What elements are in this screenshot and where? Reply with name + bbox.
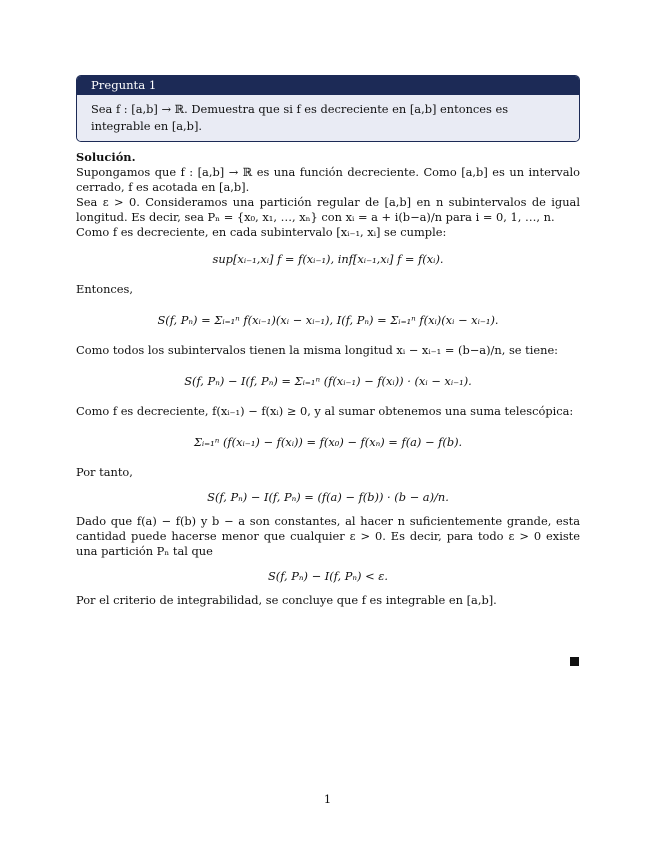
solution-paragraph-6: Como f es decreciente, f(xᵢ₋₁) − f(xᵢ) ≥ 0, y al sumar obtenemos una suma telescópica: xyxy=(76,404,574,418)
equation-upper-lower-sums: S(f, Pₙ) = Σᵢ₌₁ⁿ f(xᵢ₋₁)(xᵢ − xᵢ₋₁), I(f, Pₙ) = Σᵢ₌₁ⁿ f(xᵢ)(xᵢ − xᵢ₋₁). xyxy=(157,313,499,327)
solution-heading: Solución. xyxy=(76,150,136,164)
solution-paragraph-5: Como todos los subintervalos tienen la misma longitud xᵢ − xᵢ₋₁ = (b−a)/n, se tiene: xyxy=(76,343,559,357)
page-number: 1 xyxy=(323,792,332,806)
question-title: Pregunta 1 xyxy=(77,76,579,95)
qed-square-icon xyxy=(570,657,579,666)
equation-result: S(f, Pₙ) − I(f, Pₙ) = (f(a) − f(b)) · (b − a)/n. xyxy=(207,490,449,504)
solution-paragraph-3: Como f es decreciente, en cada subintervalo [xᵢ₋₁, xᵢ] se cumple: xyxy=(76,225,447,239)
equation-telescopic: Σᵢ₌₁ⁿ (f(xᵢ₋₁) − f(xᵢ)) = f(x₀) − f(xₙ) = f(a) − f(b). xyxy=(193,435,463,449)
question-statement: Sea f : [a,b] → ℝ. Demuestra que si f es decreciente en [a,b] entonces es integrable en [a,b]. xyxy=(77,95,579,141)
solution-paragraph-7: Por tanto, xyxy=(76,465,133,479)
question-box xyxy=(76,75,580,142)
equation-difference: S(f, Pₙ) − I(f, Pₙ) = Σᵢ₌₁ⁿ (f(xᵢ₋₁) − f(xᵢ)) · (xᵢ − xᵢ₋₁). xyxy=(184,374,472,388)
solution-paragraph-8: Dado que f(a) − f(b) y b − a son constantes, al hacer n suficientemente grande, esta cantidad puede hacerse menor que cualquier ε > 0. Es decir, para todo ε > 0 existe una partición Pₙ tal que xyxy=(76,514,580,558)
equation-sup-inf: sup[xᵢ₋₁,xᵢ] f = f(xᵢ₋₁), inf[xᵢ₋₁,xᵢ] f = f(xᵢ). xyxy=(212,252,444,266)
solution-paragraph-2: Sea ε > 0. Consideramos una partición regular de [a,b] en n subintervalos de igual longitud. Es decir, sea Pₙ = {x₀, x₁, …, xₙ} con xᵢ = a + i(b−a)/n para i = 0, 1, …, n. xyxy=(76,195,580,224)
solution-paragraph-1: Supongamos que f : [a,b] → ℝ es una función decreciente. Como [a,b] es un intervalo cerrado, f es acotada en [a,b]. xyxy=(76,165,580,194)
solution-paragraph-9: Por el criterio de integrabilidad, se concluye que f es integrable en [a,b]. xyxy=(76,593,497,607)
solution-paragraph-4: Entonces, xyxy=(76,282,134,296)
equation-epsilon: S(f, Pₙ) − I(f, Pₙ) < ε. xyxy=(267,569,389,583)
document-page xyxy=(76,75,580,608)
